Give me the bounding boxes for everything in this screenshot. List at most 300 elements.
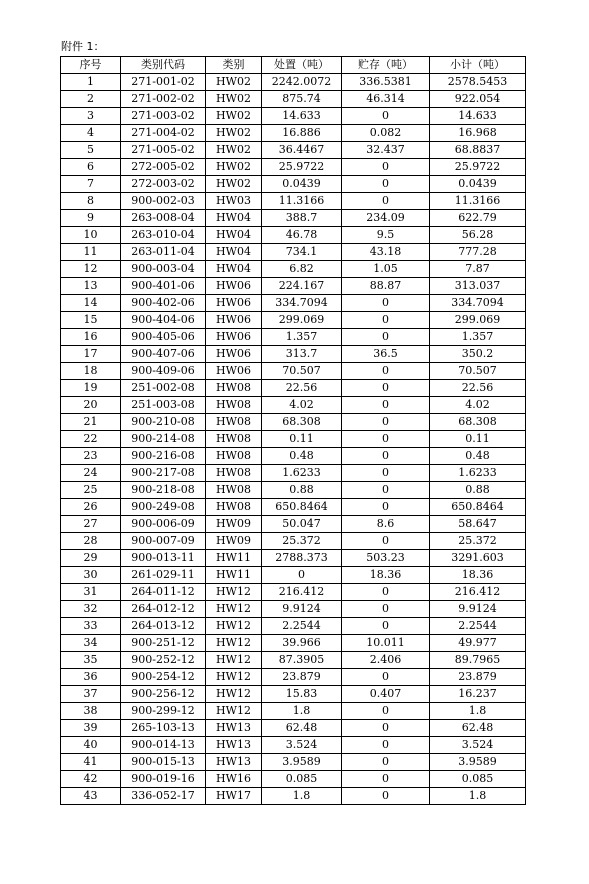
table-row [61, 465, 526, 482]
cell-category-code: 336-052-17 [121, 788, 206, 805]
cell-disposal: 216.412 [262, 584, 342, 601]
cell-disposal: 23.879 [262, 669, 342, 686]
cell-category: HW09 [206, 533, 262, 550]
cell-subtotal: 56.28 [430, 227, 526, 244]
cell-category: HW12 [206, 669, 262, 686]
cell-category-code: 900-405-06 [121, 329, 206, 346]
cell-disposal: 650.8464 [262, 499, 342, 516]
cell-storage: 0 [342, 397, 430, 414]
cell-disposal: 313.7 [262, 346, 342, 363]
cell-category: HW12 [206, 601, 262, 618]
cell-index: 12 [61, 261, 121, 278]
cell-category-code: 271-001-02 [121, 74, 206, 91]
cell-storage: 0 [342, 159, 430, 176]
cell-category-code: 251-002-08 [121, 380, 206, 397]
cell-category-code: 900-407-06 [121, 346, 206, 363]
cell-subtotal: 9.9124 [430, 601, 526, 618]
cell-category-code: 900-216-08 [121, 448, 206, 465]
cell-subtotal: 350.2 [430, 346, 526, 363]
cell-disposal: 299.069 [262, 312, 342, 329]
cell-storage: 0 [342, 193, 430, 210]
cell-disposal: 0 [262, 567, 342, 584]
cell-category: HW08 [206, 482, 262, 499]
cell-subtotal: 777.28 [430, 244, 526, 261]
cell-index: 31 [61, 584, 121, 601]
cell-disposal: 25.9722 [262, 159, 342, 176]
cell-category-code: 900-404-06 [121, 312, 206, 329]
cell-index: 33 [61, 618, 121, 635]
cell-subtotal: 0.88 [430, 482, 526, 499]
cell-category-code: 263-011-04 [121, 244, 206, 261]
cell-category-code: 900-252-12 [121, 652, 206, 669]
cell-subtotal: 0.0439 [430, 176, 526, 193]
cell-storage: 18.36 [342, 567, 430, 584]
cell-index: 34 [61, 635, 121, 652]
cell-index: 35 [61, 652, 121, 669]
cell-subtotal: 334.7094 [430, 295, 526, 312]
cell-index: 27 [61, 516, 121, 533]
cell-category-code: 900-214-08 [121, 431, 206, 448]
cell-storage: 0 [342, 618, 430, 635]
cell-subtotal: 49.977 [430, 635, 526, 652]
table-row [61, 720, 526, 737]
cell-category-code: 265-103-13 [121, 720, 206, 737]
cell-disposal: 62.48 [262, 720, 342, 737]
table-body [61, 74, 526, 805]
cell-storage: 0.082 [342, 125, 430, 142]
header-index: 序号 [61, 57, 121, 74]
cell-index: 40 [61, 737, 121, 754]
cell-index: 20 [61, 397, 121, 414]
table-row [61, 533, 526, 550]
cell-category-code: 900-402-06 [121, 295, 206, 312]
cell-subtotal: 3291.603 [430, 550, 526, 567]
table-row [61, 176, 526, 193]
cell-category: HW12 [206, 618, 262, 635]
cell-category: HW08 [206, 380, 262, 397]
cell-index: 14 [61, 295, 121, 312]
cell-index: 13 [61, 278, 121, 295]
cell-category: HW02 [206, 176, 262, 193]
cell-index: 17 [61, 346, 121, 363]
cell-subtotal: 0.085 [430, 771, 526, 788]
cell-subtotal: 7.87 [430, 261, 526, 278]
cell-index: 10 [61, 227, 121, 244]
cell-category-code: 271-004-02 [121, 125, 206, 142]
cell-category-code: 900-014-13 [121, 737, 206, 754]
table-row [61, 91, 526, 108]
table-row [61, 754, 526, 771]
cell-storage: 1.05 [342, 261, 430, 278]
cell-category-code: 900-019-16 [121, 771, 206, 788]
cell-category: HW04 [206, 210, 262, 227]
cell-disposal: 6.82 [262, 261, 342, 278]
table-row [61, 244, 526, 261]
cell-category-code: 900-217-08 [121, 465, 206, 482]
cell-storage: 0 [342, 312, 430, 329]
cell-storage: 0 [342, 601, 430, 618]
cell-category: HW16 [206, 771, 262, 788]
cell-subtotal: 16.968 [430, 125, 526, 142]
table-row [61, 448, 526, 465]
cell-subtotal: 313.037 [430, 278, 526, 295]
cell-category-code: 261-029-11 [121, 567, 206, 584]
cell-subtotal: 299.069 [430, 312, 526, 329]
cell-index: 15 [61, 312, 121, 329]
cell-storage: 0 [342, 703, 430, 720]
attachment-caption: 附件 1： [61, 40, 105, 53]
cell-category: HW09 [206, 516, 262, 533]
cell-category-code: 900-254-12 [121, 669, 206, 686]
table-row [61, 193, 526, 210]
cell-index: 18 [61, 363, 121, 380]
cell-category: HW12 [206, 635, 262, 652]
cell-subtotal: 3.9589 [430, 754, 526, 771]
cell-subtotal: 11.3166 [430, 193, 526, 210]
cell-category: HW17 [206, 788, 262, 805]
cell-category: HW06 [206, 312, 262, 329]
cell-category-code: 272-005-02 [121, 159, 206, 176]
cell-category-code: 264-012-12 [121, 601, 206, 618]
cell-index: 11 [61, 244, 121, 261]
cell-category-code: 900-002-03 [121, 193, 206, 210]
cell-category: HW06 [206, 346, 262, 363]
table-row [61, 686, 526, 703]
cell-disposal: 25.372 [262, 533, 342, 550]
cell-category: HW02 [206, 159, 262, 176]
cell-index: 4 [61, 125, 121, 142]
cell-disposal: 39.966 [262, 635, 342, 652]
table-row [61, 227, 526, 244]
cell-category-code: 272-003-02 [121, 176, 206, 193]
cell-category-code: 900-013-11 [121, 550, 206, 567]
cell-storage: 0 [342, 771, 430, 788]
cell-disposal: 46.78 [262, 227, 342, 244]
cell-category-code: 271-003-02 [121, 108, 206, 125]
table-row [61, 499, 526, 516]
cell-category: HW02 [206, 142, 262, 159]
cell-category-code: 900-006-09 [121, 516, 206, 533]
cell-subtotal: 62.48 [430, 720, 526, 737]
cell-storage: 0 [342, 414, 430, 431]
table-row [61, 635, 526, 652]
cell-category-code: 900-210-08 [121, 414, 206, 431]
cell-index: 39 [61, 720, 121, 737]
cell-category: HW04 [206, 244, 262, 261]
cell-subtotal: 1.8 [430, 703, 526, 720]
cell-storage: 0 [342, 380, 430, 397]
cell-subtotal: 68.308 [430, 414, 526, 431]
cell-disposal: 1.8 [262, 788, 342, 805]
table-row [61, 397, 526, 414]
cell-disposal: 1.6233 [262, 465, 342, 482]
cell-disposal: 2242.0072 [262, 74, 342, 91]
cell-category: HW12 [206, 703, 262, 720]
cell-storage: 0 [342, 431, 430, 448]
cell-disposal: 0.085 [262, 771, 342, 788]
cell-subtotal: 16.237 [430, 686, 526, 703]
cell-category: HW12 [206, 584, 262, 601]
table-row [61, 414, 526, 431]
cell-category: HW08 [206, 465, 262, 482]
cell-storage: 43.18 [342, 244, 430, 261]
table-row [61, 380, 526, 397]
table-row [61, 329, 526, 346]
cell-category-code: 264-013-12 [121, 618, 206, 635]
cell-category: HW13 [206, 720, 262, 737]
cell-index: 16 [61, 329, 121, 346]
cell-disposal: 224.167 [262, 278, 342, 295]
cell-storage: 0.407 [342, 686, 430, 703]
cell-category: HW06 [206, 278, 262, 295]
cell-category: HW08 [206, 397, 262, 414]
cell-subtotal: 0.48 [430, 448, 526, 465]
cell-index: 26 [61, 499, 121, 516]
cell-storage: 0 [342, 108, 430, 125]
table-row [61, 567, 526, 584]
header-category-code: 类别代码 [121, 57, 206, 74]
cell-subtotal: 25.9722 [430, 159, 526, 176]
cell-storage: 0 [342, 176, 430, 193]
cell-subtotal: 4.02 [430, 397, 526, 414]
table-header-row [61, 57, 526, 74]
table-row [61, 74, 526, 91]
cell-category: HW02 [206, 74, 262, 91]
cell-subtotal: 1.357 [430, 329, 526, 346]
cell-subtotal: 22.56 [430, 380, 526, 397]
cell-storage: 0 [342, 584, 430, 601]
cell-storage: 0 [342, 720, 430, 737]
cell-disposal: 0.48 [262, 448, 342, 465]
table-row [61, 482, 526, 499]
table-row [61, 363, 526, 380]
cell-storage: 0 [342, 329, 430, 346]
table-row [61, 584, 526, 601]
cell-disposal: 3.524 [262, 737, 342, 754]
cell-category: HW04 [206, 261, 262, 278]
cell-category: HW06 [206, 295, 262, 312]
cell-disposal: 875.74 [262, 91, 342, 108]
waste-table [60, 56, 526, 805]
cell-index: 19 [61, 380, 121, 397]
cell-disposal: 4.02 [262, 397, 342, 414]
table-row [61, 431, 526, 448]
cell-disposal: 1.8 [262, 703, 342, 720]
cell-subtotal: 68.8837 [430, 142, 526, 159]
cell-subtotal: 2578.5453 [430, 74, 526, 91]
cell-index: 37 [61, 686, 121, 703]
table-row [61, 210, 526, 227]
cell-subtotal: 70.507 [430, 363, 526, 380]
cell-index: 30 [61, 567, 121, 584]
header-storage: 贮存（吨） [342, 57, 430, 74]
table-row [61, 346, 526, 363]
cell-storage: 10.011 [342, 635, 430, 652]
cell-disposal: 0.0439 [262, 176, 342, 193]
cell-index: 22 [61, 431, 121, 448]
cell-category-code: 900-218-08 [121, 482, 206, 499]
cell-disposal: 1.357 [262, 329, 342, 346]
cell-category: HW08 [206, 448, 262, 465]
table-row [61, 550, 526, 567]
cell-index: 5 [61, 142, 121, 159]
cell-index: 42 [61, 771, 121, 788]
cell-index: 43 [61, 788, 121, 805]
table-row [61, 261, 526, 278]
cell-category-code: 900-003-04 [121, 261, 206, 278]
cell-category-code: 900-256-12 [121, 686, 206, 703]
cell-category: HW02 [206, 125, 262, 142]
cell-category: HW11 [206, 550, 262, 567]
cell-disposal: 22.56 [262, 380, 342, 397]
cell-disposal: 9.9124 [262, 601, 342, 618]
header-disposal: 处置（吨） [262, 57, 342, 74]
cell-index: 25 [61, 482, 121, 499]
cell-subtotal: 25.372 [430, 533, 526, 550]
cell-subtotal: 622.79 [430, 210, 526, 227]
table-row [61, 737, 526, 754]
cell-category: HW02 [206, 91, 262, 108]
cell-subtotal: 1.6233 [430, 465, 526, 482]
cell-storage: 503.23 [342, 550, 430, 567]
cell-index: 29 [61, 550, 121, 567]
cell-subtotal: 3.524 [430, 737, 526, 754]
cell-category: HW08 [206, 414, 262, 431]
cell-storage: 0 [342, 482, 430, 499]
table-row [61, 159, 526, 176]
cell-storage: 88.87 [342, 278, 430, 295]
cell-index: 36 [61, 669, 121, 686]
cell-subtotal: 23.879 [430, 669, 526, 686]
cell-category-code: 263-010-04 [121, 227, 206, 244]
cell-index: 6 [61, 159, 121, 176]
cell-index: 2 [61, 91, 121, 108]
cell-disposal: 70.507 [262, 363, 342, 380]
cell-storage: 46.314 [342, 91, 430, 108]
cell-storage: 0 [342, 448, 430, 465]
table-row [61, 516, 526, 533]
cell-subtotal: 89.7965 [430, 652, 526, 669]
table-row [61, 771, 526, 788]
cell-disposal: 87.3905 [262, 652, 342, 669]
table-row [61, 125, 526, 142]
cell-storage: 336.5381 [342, 74, 430, 91]
cell-category-code: 900-251-12 [121, 635, 206, 652]
cell-subtotal: 1.8 [430, 788, 526, 805]
table-row [61, 669, 526, 686]
cell-disposal: 2788.373 [262, 550, 342, 567]
cell-category: HW12 [206, 652, 262, 669]
cell-storage: 0 [342, 363, 430, 380]
table-row [61, 618, 526, 635]
cell-category-code: 900-249-08 [121, 499, 206, 516]
cell-category: HW13 [206, 737, 262, 754]
cell-storage: 0 [342, 788, 430, 805]
cell-subtotal: 650.8464 [430, 499, 526, 516]
cell-index: 9 [61, 210, 121, 227]
cell-storage: 36.5 [342, 346, 430, 363]
cell-storage: 0 [342, 465, 430, 482]
cell-storage: 0 [342, 499, 430, 516]
cell-disposal: 15.83 [262, 686, 342, 703]
cell-storage: 8.6 [342, 516, 430, 533]
cell-index: 3 [61, 108, 121, 125]
cell-category: HW03 [206, 193, 262, 210]
table-row [61, 788, 526, 805]
cell-index: 8 [61, 193, 121, 210]
cell-category-code: 900-299-12 [121, 703, 206, 720]
cell-disposal: 16.886 [262, 125, 342, 142]
cell-subtotal: 0.11 [430, 431, 526, 448]
table-row [61, 652, 526, 669]
table-row [61, 601, 526, 618]
cell-storage: 0 [342, 295, 430, 312]
cell-category: HW08 [206, 499, 262, 516]
cell-category-code: 263-008-04 [121, 210, 206, 227]
table-row [61, 312, 526, 329]
cell-storage: 0 [342, 737, 430, 754]
cell-index: 41 [61, 754, 121, 771]
cell-disposal: 36.4467 [262, 142, 342, 159]
cell-index: 32 [61, 601, 121, 618]
cell-disposal: 68.308 [262, 414, 342, 431]
cell-subtotal: 922.054 [430, 91, 526, 108]
cell-index: 24 [61, 465, 121, 482]
cell-subtotal: 2.2544 [430, 618, 526, 635]
cell-category-code: 900-015-13 [121, 754, 206, 771]
cell-category: HW06 [206, 329, 262, 346]
table-row [61, 278, 526, 295]
cell-disposal: 734.1 [262, 244, 342, 261]
cell-category: HW11 [206, 567, 262, 584]
cell-category-code: 264-011-12 [121, 584, 206, 601]
cell-category: HW13 [206, 754, 262, 771]
cell-storage: 0 [342, 754, 430, 771]
cell-index: 23 [61, 448, 121, 465]
cell-category: HW02 [206, 108, 262, 125]
cell-disposal: 334.7094 [262, 295, 342, 312]
cell-category-code: 251-003-08 [121, 397, 206, 414]
cell-storage: 2.406 [342, 652, 430, 669]
cell-subtotal: 58.647 [430, 516, 526, 533]
cell-category-code: 271-002-02 [121, 91, 206, 108]
header-subtotal: 小计（吨） [430, 57, 526, 74]
cell-disposal: 0.11 [262, 431, 342, 448]
cell-disposal: 50.047 [262, 516, 342, 533]
cell-storage: 32.437 [342, 142, 430, 159]
cell-index: 28 [61, 533, 121, 550]
table-row [61, 108, 526, 125]
cell-category-code: 900-401-06 [121, 278, 206, 295]
cell-category: HW06 [206, 363, 262, 380]
cell-storage: 0 [342, 669, 430, 686]
header-category: 类别 [206, 57, 262, 74]
cell-storage: 0 [342, 533, 430, 550]
cell-category-code: 900-007-09 [121, 533, 206, 550]
cell-subtotal: 18.36 [430, 567, 526, 584]
cell-index: 38 [61, 703, 121, 720]
cell-category: HW12 [206, 686, 262, 703]
cell-index: 21 [61, 414, 121, 431]
cell-disposal: 0.88 [262, 482, 342, 499]
cell-subtotal: 216.412 [430, 584, 526, 601]
table-row [61, 142, 526, 159]
cell-storage: 234.09 [342, 210, 430, 227]
cell-disposal: 14.633 [262, 108, 342, 125]
cell-index: 1 [61, 74, 121, 91]
table-row [61, 703, 526, 720]
cell-category: HW04 [206, 227, 262, 244]
